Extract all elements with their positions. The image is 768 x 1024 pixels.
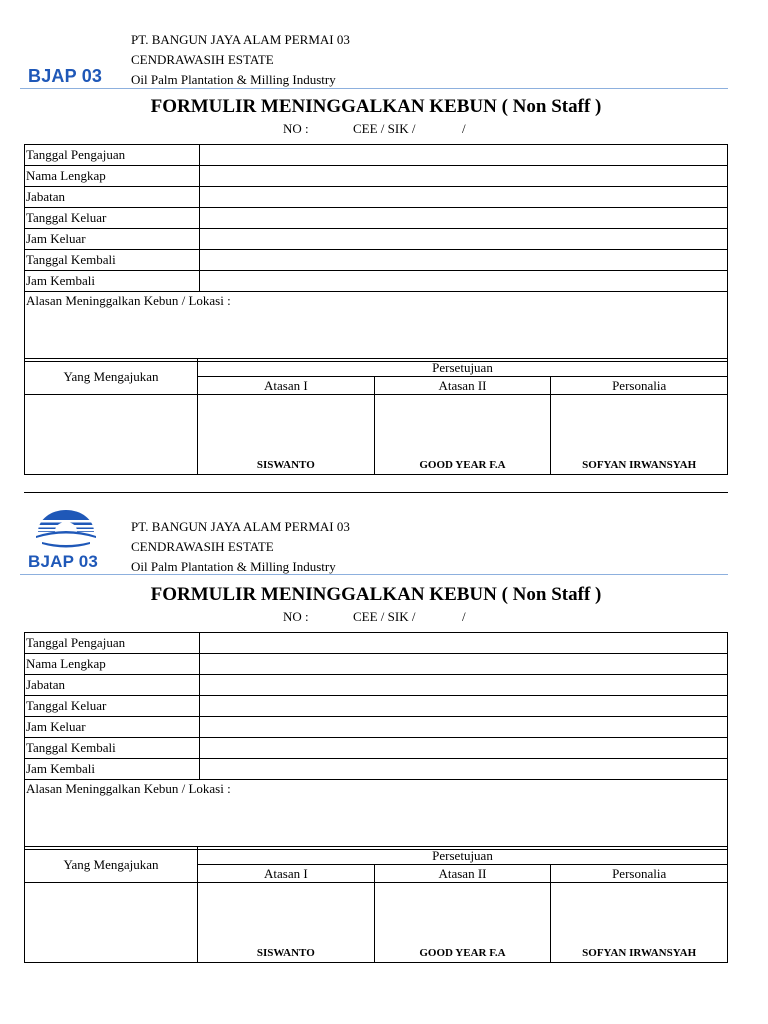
fields-table bbox=[24, 632, 728, 850]
approval-header: Persetujuan bbox=[198, 359, 728, 377]
field-row bbox=[25, 250, 728, 271]
bjap-emblem-icon bbox=[34, 508, 98, 552]
field-label: Tanggal Pengajuan bbox=[25, 145, 200, 166]
field-row bbox=[25, 759, 728, 780]
company-name: PT. BANGUN JAYA ALAM PERMAI 03 bbox=[131, 519, 350, 534]
logo-text: BJAP 03 bbox=[28, 552, 99, 571]
approval-header: Persetujuan bbox=[198, 847, 728, 865]
reason-label: Alasan Meninggalkan Kebun / Lokasi : bbox=[26, 293, 231, 308]
field-row bbox=[25, 696, 728, 717]
number-label: NO : bbox=[283, 121, 309, 136]
approver-2-header: Atasan II bbox=[374, 865, 551, 883]
estate-name: CENDRAWASIH ESTATE bbox=[131, 539, 274, 554]
approver-1-signature[interactable]: SISWANTO bbox=[198, 395, 375, 475]
form-divider bbox=[24, 492, 728, 493]
reason-field[interactable] bbox=[25, 292, 728, 362]
field-value[interactable] bbox=[200, 250, 728, 271]
field-label: Jabatan bbox=[25, 675, 200, 696]
field-value[interactable] bbox=[200, 675, 728, 696]
reason-row bbox=[25, 292, 728, 362]
field-value[interactable] bbox=[200, 696, 728, 717]
submitter-signature-box[interactable] bbox=[25, 883, 198, 963]
approver-1-header: Atasan I bbox=[198, 377, 375, 395]
field-label: Nama Lengkap bbox=[25, 654, 200, 675]
approver-2-header: Atasan II bbox=[374, 377, 551, 395]
approver-2-signature[interactable]: GOOD YEAR F.A bbox=[374, 395, 551, 475]
field-row bbox=[25, 654, 728, 675]
approver-1-header: Atasan I bbox=[198, 865, 375, 883]
field-label: Jam Keluar bbox=[25, 229, 200, 250]
form-title: FORMULIR MENINGGALKAN KEBUN ( Non Staff ) bbox=[150, 584, 602, 605]
company-logo bbox=[28, 66, 110, 87]
submitter-signature-box[interactable] bbox=[25, 395, 198, 475]
field-row bbox=[25, 145, 728, 166]
approver-2-signature[interactable]: GOOD YEAR F.A bbox=[374, 883, 551, 963]
field-value[interactable] bbox=[200, 166, 728, 187]
field-value[interactable] bbox=[200, 145, 728, 166]
company-industry: Oil Palm Plantation & Milling Industry bbox=[131, 72, 336, 87]
approval-table bbox=[24, 358, 728, 475]
field-row bbox=[25, 271, 728, 292]
company-logo bbox=[28, 508, 110, 572]
field-value[interactable] bbox=[200, 187, 728, 208]
field-value[interactable] bbox=[200, 759, 728, 780]
header-rule bbox=[20, 574, 728, 575]
field-label: Tanggal Kembali bbox=[25, 738, 200, 759]
company-info bbox=[131, 517, 350, 577]
field-label: Jam Keluar bbox=[25, 717, 200, 738]
number-label: NO : bbox=[283, 609, 309, 624]
number-slash: / bbox=[462, 609, 466, 624]
field-label: Tanggal Kembali bbox=[25, 250, 200, 271]
company-industry: Oil Palm Plantation & Milling Industry bbox=[131, 559, 336, 574]
approval-table bbox=[24, 846, 728, 963]
approver-1-signature[interactable]: SISWANTO bbox=[198, 883, 375, 963]
field-row bbox=[25, 208, 728, 229]
field-row bbox=[25, 166, 728, 187]
field-label: Jam Kembali bbox=[25, 759, 200, 780]
number-code: CEE / SIK / bbox=[353, 121, 416, 136]
approver-3-header: Personalia bbox=[551, 377, 728, 395]
field-label: Nama Lengkap bbox=[25, 166, 200, 187]
field-row bbox=[25, 229, 728, 250]
submitter-header: Yang Mengajukan bbox=[25, 359, 198, 395]
field-row bbox=[25, 738, 728, 759]
approver-3-header: Personalia bbox=[551, 865, 728, 883]
estate-name: CENDRAWASIH ESTATE bbox=[131, 52, 274, 67]
logo-text: BJAP 03 bbox=[28, 66, 103, 86]
number-slash: / bbox=[462, 121, 466, 136]
field-label: Tanggal Pengajuan bbox=[25, 633, 200, 654]
number-code: CEE / SIK / bbox=[353, 609, 416, 624]
fields-table bbox=[24, 144, 728, 362]
reason-row bbox=[25, 780, 728, 850]
form-title: FORMULIR MENINGGALKAN KEBUN ( Non Staff ) bbox=[150, 96, 602, 117]
field-value[interactable] bbox=[200, 633, 728, 654]
approver-3-signature[interactable]: SOFYAN IRWANSYAH bbox=[551, 883, 728, 963]
field-label: Jabatan bbox=[25, 187, 200, 208]
reason-field[interactable] bbox=[25, 780, 728, 850]
field-label: Tanggal Keluar bbox=[25, 208, 200, 229]
field-label: Tanggal Keluar bbox=[25, 696, 200, 717]
field-row bbox=[25, 675, 728, 696]
company-name: PT. BANGUN JAYA ALAM PERMAI 03 bbox=[131, 32, 350, 47]
field-row bbox=[25, 717, 728, 738]
reason-label: Alasan Meninggalkan Kebun / Lokasi : bbox=[26, 781, 231, 796]
field-value[interactable] bbox=[200, 717, 728, 738]
field-value[interactable] bbox=[200, 738, 728, 759]
header-rule bbox=[20, 88, 728, 89]
field-row bbox=[25, 633, 728, 654]
field-label: Jam Kembali bbox=[25, 271, 200, 292]
field-value[interactable] bbox=[200, 654, 728, 675]
approver-3-signature[interactable]: SOFYAN IRWANSYAH bbox=[551, 395, 728, 475]
field-value[interactable] bbox=[200, 271, 728, 292]
submitter-header: Yang Mengajukan bbox=[25, 847, 198, 883]
company-info bbox=[131, 30, 350, 90]
field-row bbox=[25, 187, 728, 208]
field-value[interactable] bbox=[200, 208, 728, 229]
field-value[interactable] bbox=[200, 229, 728, 250]
